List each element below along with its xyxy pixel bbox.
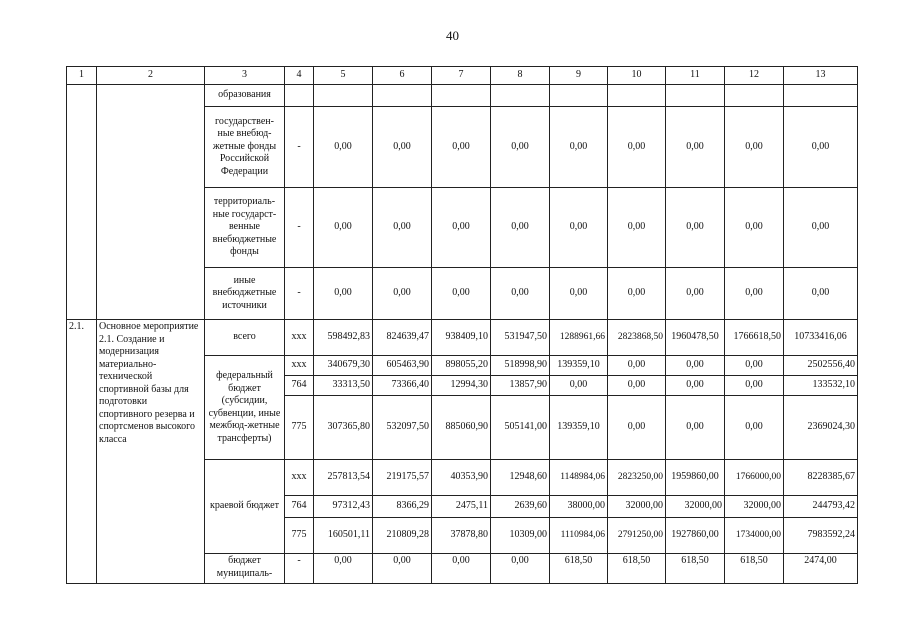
header-cell: 6 bbox=[373, 67, 432, 85]
value-cell: 938409,10 bbox=[432, 320, 491, 356]
value-cell: 0,00 bbox=[725, 356, 784, 376]
value-cell: 0,00 bbox=[666, 188, 725, 268]
value-cell: 0,00 bbox=[666, 268, 725, 320]
value-cell: 898055,20 bbox=[432, 356, 491, 376]
value-cell: 618,50 bbox=[666, 554, 725, 584]
value-cell: 532097,50 bbox=[373, 396, 432, 460]
value-cell: 139359,10 bbox=[550, 396, 608, 460]
value-cell: 0,00 bbox=[314, 554, 373, 584]
budget-table bbox=[66, 66, 858, 584]
value-cell: 0,00 bbox=[608, 376, 666, 396]
value-cell: 0,00 bbox=[725, 107, 784, 188]
value-cell: 8228385,67 bbox=[784, 460, 858, 496]
value-cell: 598492,83 bbox=[314, 320, 373, 356]
value-cell: 531947,50 bbox=[491, 320, 550, 356]
value-cell: 824639,47 bbox=[373, 320, 432, 356]
header-cell: 11 bbox=[666, 67, 725, 85]
value-cell: 73366,40 bbox=[373, 376, 432, 396]
value-cell: 0,00 bbox=[725, 396, 784, 460]
value-cell: 505141,00 bbox=[491, 396, 550, 460]
table-row bbox=[67, 85, 858, 107]
source-cell: всего bbox=[205, 320, 285, 356]
source-cell: иные внебюджетные источники bbox=[205, 268, 285, 320]
value-cell: 1148984,06 bbox=[550, 460, 608, 496]
value-cell: 2474,00 bbox=[784, 554, 858, 584]
value-cell: 0,00 bbox=[608, 107, 666, 188]
value-cell: 0,00 bbox=[784, 107, 858, 188]
value-cell: 244793,42 bbox=[784, 496, 858, 518]
value-cell: 340679,30 bbox=[314, 356, 373, 376]
header-cell: 5 bbox=[314, 67, 373, 85]
value-cell: 97312,43 bbox=[314, 496, 373, 518]
value-cell: 2475,11 bbox=[432, 496, 491, 518]
value-cell: 0,00 bbox=[666, 107, 725, 188]
value-cell: 133532,10 bbox=[784, 376, 858, 396]
code-cell: 775 bbox=[285, 396, 314, 460]
value-cell: 0,00 bbox=[550, 107, 608, 188]
code-cell: - bbox=[285, 554, 314, 584]
code-cell: 764 bbox=[285, 376, 314, 396]
value-cell: 0,00 bbox=[666, 396, 725, 460]
value-cell: 885060,90 bbox=[432, 396, 491, 460]
header-cell: 8 bbox=[491, 67, 550, 85]
header-cell: 12 bbox=[725, 67, 784, 85]
value-cell: 12948,60 bbox=[491, 460, 550, 496]
value-cell: 38000,00 bbox=[550, 496, 608, 518]
value-cell: 0,00 bbox=[725, 376, 784, 396]
measure-name: Основное мероприятие 2.1. Создание и модернизация материально-технической спортивной базы для подготовки спортивного резерва и спортсменов высокого класса bbox=[97, 320, 205, 584]
value-cell: 0,00 bbox=[491, 268, 550, 320]
value-cell: 0,00 bbox=[608, 268, 666, 320]
code-cell: ххх bbox=[285, 460, 314, 496]
value-cell: 0,00 bbox=[550, 376, 608, 396]
value-cell: 1960478,50 bbox=[666, 320, 725, 356]
header-cell: 9 bbox=[550, 67, 608, 85]
value-cell: 0,00 bbox=[725, 188, 784, 268]
value-cell: 0,00 bbox=[608, 396, 666, 460]
value-cell: 0,00 bbox=[314, 268, 373, 320]
value-cell: 1110984,06 bbox=[550, 518, 608, 554]
value-cell: 13857,90 bbox=[491, 376, 550, 396]
value-cell: 33313,50 bbox=[314, 376, 373, 396]
value-cell: 2369024,30 bbox=[784, 396, 858, 460]
code-cell: 764 bbox=[285, 496, 314, 518]
source-cell: территориаль-ные государст-венные внебюджетные фонды bbox=[205, 188, 285, 268]
value-cell: 0,00 bbox=[666, 376, 725, 396]
value-cell: 32000,00 bbox=[725, 496, 784, 518]
value-cell: 0,00 bbox=[608, 188, 666, 268]
header-cell: 7 bbox=[432, 67, 491, 85]
value-cell: 0,00 bbox=[373, 188, 432, 268]
value-cell: 8366,29 bbox=[373, 496, 432, 518]
header-cell: 2 bbox=[97, 67, 205, 85]
code-cell: - bbox=[285, 107, 314, 188]
source-cell: краевой бюджет bbox=[205, 460, 285, 554]
code-cell: 775 bbox=[285, 518, 314, 554]
value-cell: 7983592,24 bbox=[784, 518, 858, 554]
value-cell: 2823868,50 bbox=[608, 320, 666, 356]
source-cell: государствен-ные внебюд-жетные фонды Российской Федерации bbox=[205, 107, 285, 188]
value-cell: 0,00 bbox=[491, 107, 550, 188]
value-cell: 0,00 bbox=[432, 107, 491, 188]
value-cell: 10309,00 bbox=[491, 518, 550, 554]
value-cell: 307365,80 bbox=[314, 396, 373, 460]
value-cell: 10733416,06 bbox=[784, 320, 858, 356]
value-cell: 618,50 bbox=[550, 554, 608, 584]
empty-cell bbox=[67, 85, 97, 320]
source-cell: бюджет муниципаль- bbox=[205, 554, 285, 584]
source-cell: образования bbox=[205, 85, 285, 107]
value-cell: 0,00 bbox=[491, 188, 550, 268]
header-cell: 4 bbox=[285, 67, 314, 85]
value-cell: 12994,30 bbox=[432, 376, 491, 396]
value-cell: 40353,90 bbox=[432, 460, 491, 496]
header-cell: 10 bbox=[608, 67, 666, 85]
value-cell: 2823250,00 bbox=[608, 460, 666, 496]
value-cell: 618,50 bbox=[725, 554, 784, 584]
value-cell: 0,00 bbox=[432, 554, 491, 584]
code-cell: ххх bbox=[285, 320, 314, 356]
value-cell: 2791250,00 bbox=[608, 518, 666, 554]
code-cell: ххх bbox=[285, 356, 314, 376]
value-cell: 0,00 bbox=[373, 107, 432, 188]
value-cell: 32000,00 bbox=[666, 496, 725, 518]
value-cell: 518998,90 bbox=[491, 356, 550, 376]
value-cell: 0,00 bbox=[550, 188, 608, 268]
page-number: 40 bbox=[446, 28, 459, 43]
empty-cell bbox=[97, 85, 205, 320]
value-cell: 0,00 bbox=[432, 188, 491, 268]
value-cell: 0,00 bbox=[666, 356, 725, 376]
value-cell: 32000,00 bbox=[608, 496, 666, 518]
value-cell: 0,00 bbox=[784, 268, 858, 320]
value-cell: 0,00 bbox=[314, 107, 373, 188]
value-cell: 1288961,66 bbox=[550, 320, 608, 356]
value-cell: 0,00 bbox=[608, 356, 666, 376]
value-cell: 1734000,00 bbox=[725, 518, 784, 554]
value-cell: 0,00 bbox=[373, 268, 432, 320]
value-cell: 257813,54 bbox=[314, 460, 373, 496]
header-cell: 1 bbox=[67, 67, 97, 85]
value-cell: 139359,10 bbox=[550, 356, 608, 376]
value-cell: 219175,57 bbox=[373, 460, 432, 496]
source-cell: федеральный бюджет (субсидии, субвенции, иные межбюд-жетные трансферты) bbox=[205, 356, 285, 460]
value-cell: 605463,90 bbox=[373, 356, 432, 376]
value-cell: 618,50 bbox=[608, 554, 666, 584]
value-cell: 37878,80 bbox=[432, 518, 491, 554]
value-cell: 0,00 bbox=[550, 268, 608, 320]
table-row bbox=[67, 320, 858, 356]
code-cell: - bbox=[285, 188, 314, 268]
header-cell: 13 bbox=[784, 67, 858, 85]
value-cell: 1766000,00 bbox=[725, 460, 784, 496]
value-cell: 1766618,50 bbox=[725, 320, 784, 356]
value-cell: 210809,28 bbox=[373, 518, 432, 554]
value-cell: 0,00 bbox=[725, 268, 784, 320]
value-cell: 2639,60 bbox=[491, 496, 550, 518]
value-cell: 1959860,00 bbox=[666, 460, 725, 496]
value-cell: 160501,11 bbox=[314, 518, 373, 554]
value-cell: 1927860,00 bbox=[666, 518, 725, 554]
value-cell: 0,00 bbox=[314, 188, 373, 268]
header-row bbox=[67, 67, 858, 85]
value-cell: 0,00 bbox=[432, 268, 491, 320]
measure-number: 2.1. bbox=[67, 320, 97, 584]
code-cell: - bbox=[285, 268, 314, 320]
value-cell: 2502556,40 bbox=[784, 356, 858, 376]
value-cell: 0,00 bbox=[491, 554, 550, 584]
value-cell: 0,00 bbox=[373, 554, 432, 584]
value-cell: 0,00 bbox=[784, 188, 858, 268]
header-cell: 3 bbox=[205, 67, 285, 85]
